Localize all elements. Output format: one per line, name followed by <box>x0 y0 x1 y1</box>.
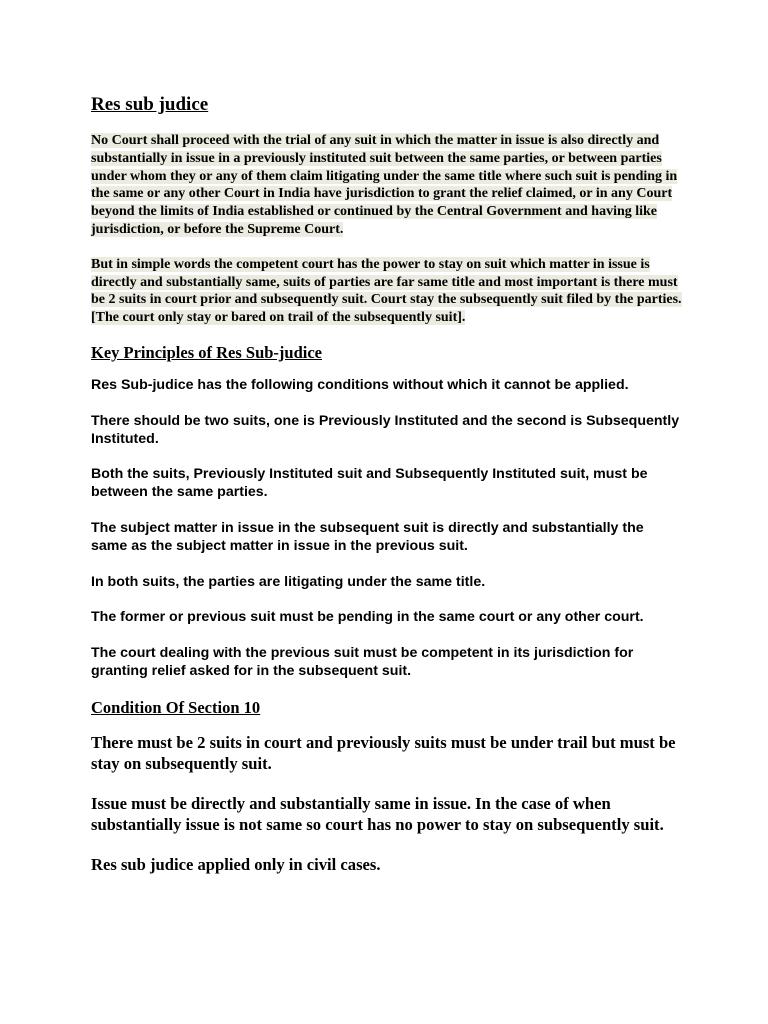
principle-item: The former or previous suit must be pending in the same court or any other court. <box>91 609 644 626</box>
principle-item: Res Sub-judice has the following conditions without which it cannot be applied. <box>91 376 629 393</box>
condition-item: Res sub judice applied only in civil cases. <box>91 854 381 874</box>
conditions-heading: Condition Of Section 10 <box>91 697 261 717</box>
condition-item: Issue must be directly and substantially same in issue. In the case of when substantially issue is not same so court has no power to stay on subsequently suit. <box>91 793 664 834</box>
document-page <box>91 92 683 875</box>
intro-paragraph-simple-words <box>91 256 683 327</box>
key-principles-heading: Key Principles of Res Sub-judice <box>91 342 322 362</box>
principle-item: The subject matter in issue in the subsequent suit is directly and substantially the same as the subject matter in issue in the previous suit. <box>91 519 644 554</box>
intro-paragraph-definition <box>91 132 683 239</box>
condition-item: There must be 2 suits in court and previously suits must be under trail but must be stay on subsequently suit. <box>91 732 676 773</box>
principle-item: There should be two suits, one is Previously Instituted and the second is Subsequently Instituted. <box>91 412 680 447</box>
principle-item: The court dealing with the previous suit must be competent in its jurisdiction for granting relief asked for in the subsequent suit. <box>91 645 634 679</box>
principle-item: In both suits, the parties are litigating under the same title. <box>91 573 486 590</box>
principle-item: Both the suits, Previously Instituted suit and Subsequently Instituted suit, must be between the same parties. <box>91 466 648 501</box>
highlighted-text: But in simple words the competent court has the power to stay on suit which matter in issue is directly and substantially same, suits of parties are far same title and most important is there must be 2 suits in court prior and subsequently suit. Court stay the subsequently suit filed by the parties. [The court only stay or bared on trail of the subsequently suit]. <box>91 256 682 326</box>
highlighted-text: No Court shall proceed with the trial of any suit in which the matter in issue is also directly and substantially in issue in a previously instituted suit between the same parties, or between parties under whom they or any of them claim litigating under the same title where such suit is pending in the same or any other Court in India have jurisdiction to grant the relief claimed, or in any Court beyond the limits of India established or continued by the Central Government and having like jurisdiction, or before the Supreme Court. <box>91 133 678 237</box>
document-title: Res sub judice <box>91 94 209 115</box>
